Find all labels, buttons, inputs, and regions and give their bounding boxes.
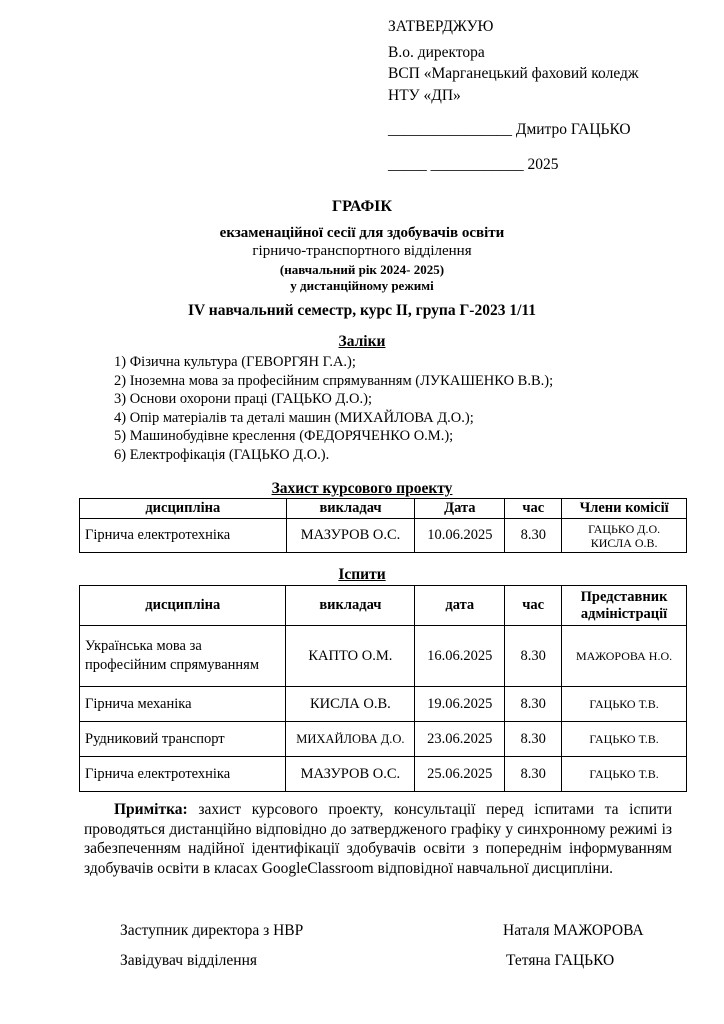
commission-cell <box>562 519 687 553</box>
exams-title: Іспити <box>338 566 386 583</box>
list-item: 2) Іноземна мова за професійним спрямуванням (ЛУКАШЕНКО В.В.); <box>114 372 554 389</box>
column-header: час <box>505 499 562 519</box>
time-cell: 8.30 <box>505 722 562 757</box>
academic-year: (навчальний рік 2024- 2025) <box>279 262 445 277</box>
list-item: 3) Основи охорони праці (ГАЦЬКО Д.О.); <box>114 391 372 407</box>
time-cell: 8.30 <box>505 687 562 722</box>
date-cell: 23.06.2025 <box>415 722 505 757</box>
time-cell: 8.30 <box>505 757 562 792</box>
credits-list <box>114 353 553 464</box>
date-cell: 16.06.2025 <box>415 626 505 687</box>
table-row <box>80 519 687 553</box>
coursework-title: Захист курсового проекту <box>271 480 453 497</box>
department-name: гірничо-транспортного відділення <box>252 243 472 259</box>
discipline-cell: Рудниковий транспорт <box>80 722 286 757</box>
approval-position: В.о. директора <box>388 43 485 61</box>
discipline-cell: Гірнича механіка <box>80 687 286 722</box>
column-header: дисципліна <box>80 499 287 519</box>
approval-signature-line: ________________ Дмитро ГАЦЬКО <box>388 121 631 138</box>
study-mode: у дистанційному режимі <box>290 278 434 293</box>
note-label: Примітка: <box>114 801 188 818</box>
admin-cell: ГАЦЬКО Т.В. <box>562 722 687 757</box>
teacher-cell: МАЗУРОВ О.С. <box>286 757 415 792</box>
deputy-title: Заступник директора з НВР <box>120 922 304 939</box>
coursework-table <box>79 498 687 553</box>
document-title: ГРАФІК <box>331 198 393 215</box>
teacher-cell: КАПТО О.М. <box>286 626 415 687</box>
list-item: 4) Опір матеріалів та деталі машин (МИХАЙЛОВА Д.О.); <box>114 409 474 426</box>
column-header: Члени комісії <box>562 499 687 519</box>
table-row <box>80 687 687 722</box>
teacher-cell: МАЗУРОВ О.С. <box>286 519 415 553</box>
date-cell: 19.06.2025 <box>415 687 505 722</box>
column-header: викладач <box>286 499 415 519</box>
commission-member: КИСЛА О.В. <box>590 535 658 550</box>
time-cell: 8.30 <box>505 519 562 553</box>
approval-institution: ВСП «Марганецький фаховий коледж <box>388 65 639 82</box>
discipline-cell: Українська мова за професійним спрямуванням <box>80 626 286 687</box>
column-header: Представник адміністрації <box>562 586 687 626</box>
approval-university: НТУ «ДП» <box>388 86 461 104</box>
date-cell: 25.06.2025 <box>415 757 505 792</box>
exams-table <box>79 585 687 792</box>
list-item: 1) Фізична культура (ГЕВОРГЯН Г.А.); <box>114 354 356 370</box>
approval-date-line: _____ ____________ 2025 <box>388 155 559 173</box>
column-header: дата <box>415 586 505 626</box>
head-name: Тетяна ГАЦЬКО <box>506 952 615 969</box>
document-subtitle: екзаменаційної сесії для здобувачів освіти <box>219 225 505 241</box>
teacher-cell: КИСЛА О.В. <box>286 687 415 722</box>
column-header: дисципліна <box>80 586 286 626</box>
approval-heading: ЗАТВЕРДЖУЮ <box>388 18 494 35</box>
commission-member: ГАЦЬКО Д.О. <box>588 521 661 536</box>
teacher-cell: МИХАЙЛОВА Д.О. <box>286 722 415 757</box>
deputy-name: Наталя МАЖОРОВА <box>503 922 644 939</box>
date-cell: 10.06.2025 <box>415 519 505 553</box>
column-header: викладач <box>286 586 415 626</box>
head-title: Завідувач відділення <box>120 952 257 969</box>
group-info: IV навчальний семестр, курс ІІ, група Г-2023 1/11 <box>187 302 537 319</box>
discipline-cell: Гірнича електротехніка <box>80 757 286 792</box>
table-row <box>80 626 687 687</box>
list-item: 5) Машинобудівне креслення (ФЕДОРЯЧЕНКО О.М.); <box>114 428 454 444</box>
admin-cell: МАЖОРОВА Н.О. <box>562 626 687 687</box>
column-header: Дата <box>415 499 505 519</box>
column-header: час <box>505 586 562 626</box>
table-header-row <box>80 499 687 519</box>
discipline-cell: Гірнича електротехніка <box>80 519 287 553</box>
credits-title: Заліки <box>338 333 386 350</box>
table-header-row <box>80 586 687 626</box>
list-item: 6) Електрофікація (ГАЦЬКО Д.О.). <box>114 446 330 463</box>
table-row <box>80 757 687 792</box>
admin-cell: ГАЦЬКО Т.В. <box>562 687 687 722</box>
time-cell: 8.30 <box>505 626 562 687</box>
admin-cell: ГАЦЬКО Т.В. <box>562 757 687 792</box>
note-text: захист курсового проекту, консультації перед іспитами та іспити проводяться дистанційно відповідно до затвердженого графіку у синхронному режимі із забезпеченням надійної ідентифікації здобувачів освіти з попереднім інформуванням здобувачів освіти в класах GoogleClassroom відповідної навчальної дисципліни. <box>84 801 672 877</box>
note-paragraph <box>84 800 672 878</box>
table-row <box>80 722 687 757</box>
approval-block <box>388 16 639 175</box>
